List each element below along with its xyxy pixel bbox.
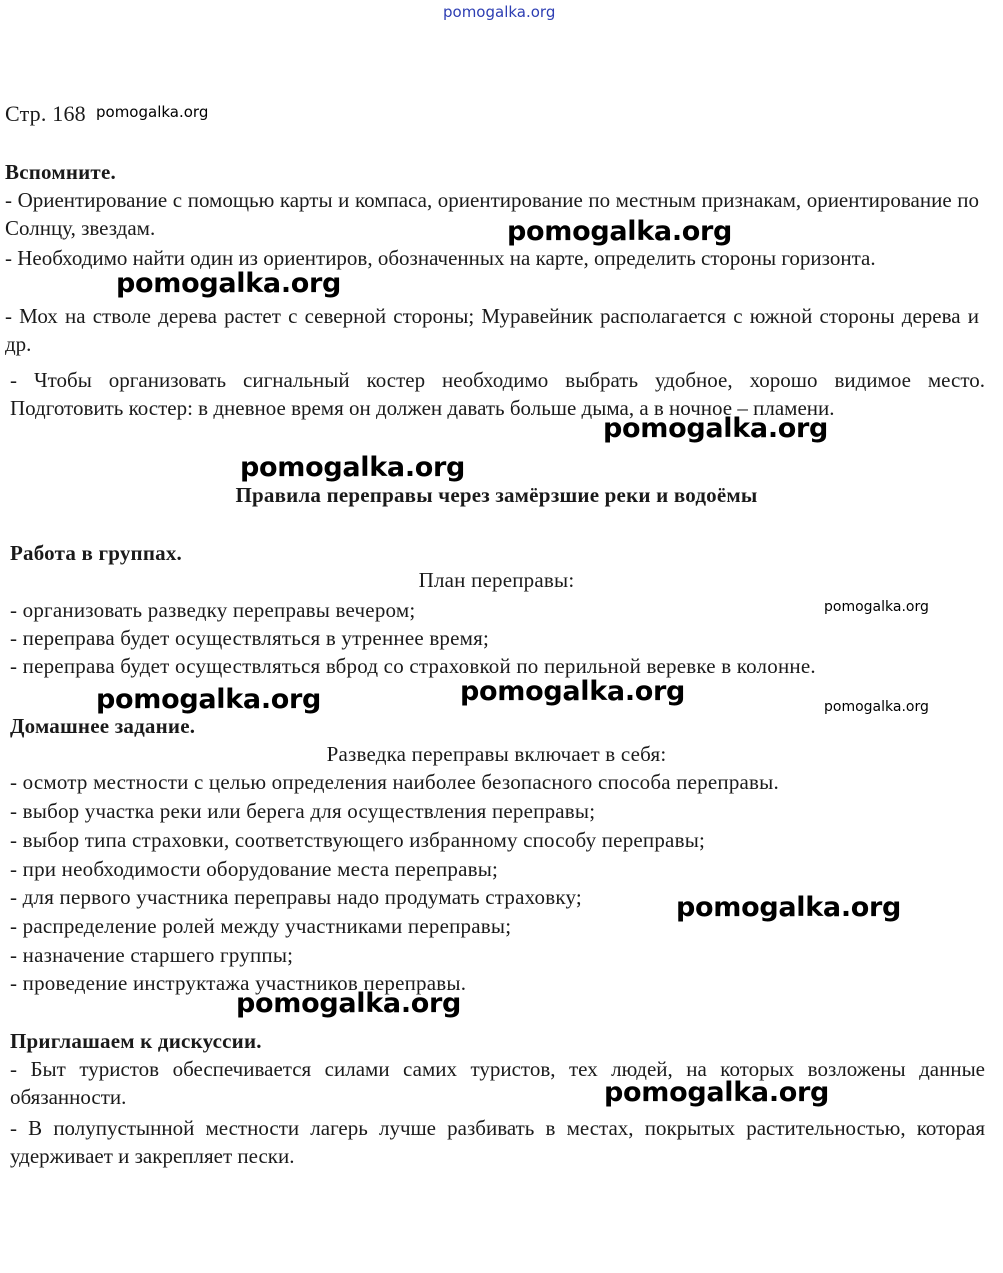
homework-item: - выбор типа страховки, соответствующего избранному способу переправы; [10, 828, 706, 852]
homework-item: - назначение старшего группы; [10, 943, 294, 967]
group-work-item: - организовать разведку переправы вечером; [10, 598, 416, 622]
page-number: Стр. 168 [5, 101, 86, 126]
recall-item: - Ориентирование с помощью карты и компаса, ориентирование по местным признакам, ориентирование по Солнцу, звездам. [5, 188, 979, 240]
watermark-top: pomogalka.org [443, 3, 556, 21]
watermark: pomogalka.org [603, 413, 829, 444]
recall-heading: Вспомните. [5, 160, 116, 184]
discussion-item: - Быт туристов обеспечивается силами самих туристов, тех людей, на которых возложены данные обязанности. [10, 1057, 985, 1109]
section-title: Правила переправы через замёрзшие реки и водоёмы [235, 483, 758, 507]
homework-item: - проведение инструктажа участников переправы. [10, 971, 467, 995]
watermark: pomogalka.org [507, 216, 733, 247]
watermark: pomogalka.org [824, 599, 929, 615]
homework-item: - выбор участка реки или берега для осуществления переправы; [10, 799, 596, 823]
recall-item: - Чтобы организовать сигнальный костер необходимо выбрать удобное, хорошо видимое место. Подготовить костер: в дневное время он должен давать больше дыма, а в ночное – пламени. [10, 368, 985, 420]
discussion-item: - В полупустынной местности лагерь лучше разбивать в местах, покрытых растительностью, которая удерживает и закрепляет пески. [10, 1116, 985, 1168]
discussion-heading: Приглашаем к дискуссии. [10, 1029, 262, 1053]
homework-item: - распределение ролей между участниками переправы; [10, 914, 512, 938]
watermark: pomogalka.org [116, 268, 342, 299]
homework-subheading: Разведка переправы включает в себя: [326, 742, 667, 766]
watermark: pomogalka.org [676, 892, 902, 923]
group-work-subheading: План переправы: [418, 568, 575, 592]
homework-item: - осмотр местности с целью определения наиболее безопасного способа переправы. [10, 770, 779, 794]
watermark: pomogalka.org [824, 699, 929, 715]
group-work-item: - переправа будет осуществляться вброд со страховкой по перильной веревке в колонне. [10, 654, 816, 678]
group-work-item: - переправа будет осуществляться в утреннее время; [10, 626, 490, 650]
watermark: pomogalka.org [236, 988, 462, 1019]
group-work-heading: Работа в группах. [10, 541, 182, 565]
watermark: pomogalka.org [604, 1077, 830, 1108]
recall-item: - Необходимо найти один из ориентиров, обозначенных на карте, определить стороны горизонта. [5, 246, 876, 270]
homework-item: - для первого участника переправы надо продумать страховку; [10, 885, 582, 909]
homework-heading: Домашнее задание. [10, 714, 196, 738]
watermark: pomogalka.org [460, 676, 686, 707]
watermark: pomogalka.org [96, 103, 209, 121]
watermark: pomogalka.org [240, 452, 466, 483]
homework-item: - при необходимости оборудование места переправы; [10, 857, 499, 881]
recall-item: - Мох на стволе дерева растет с северной стороны; Муравейник располагается с южной стороны дерева и др. [5, 304, 979, 356]
watermark: pomogalka.org [96, 684, 322, 715]
